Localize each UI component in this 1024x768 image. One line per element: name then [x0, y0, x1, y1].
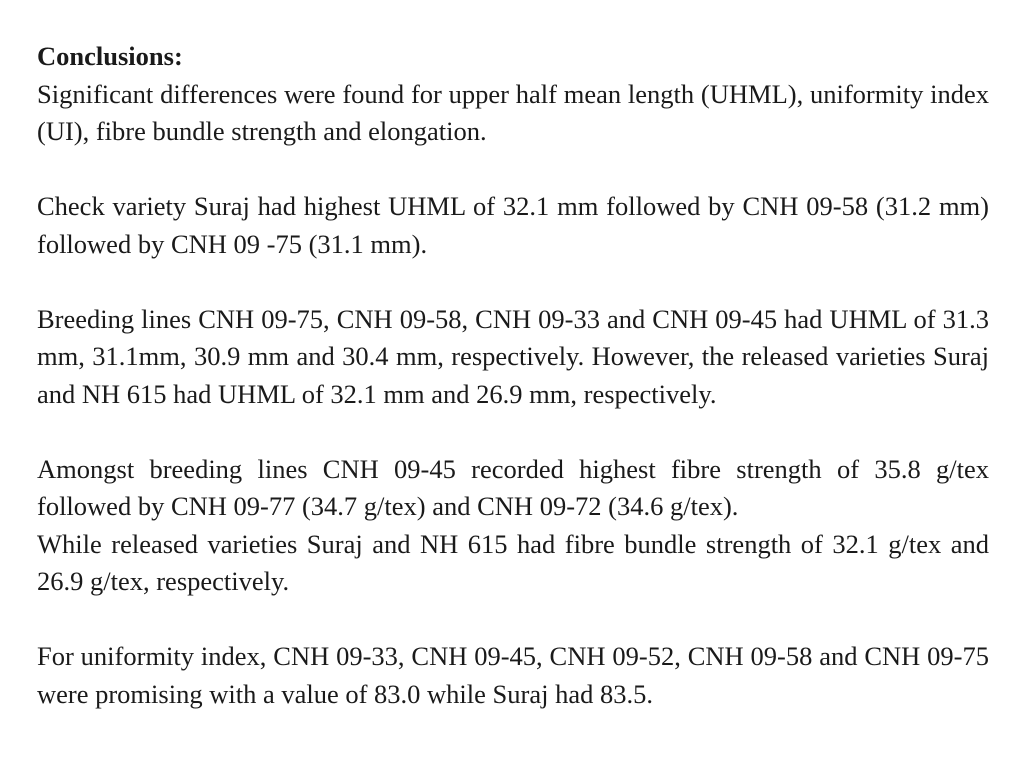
paragraph-spacer [37, 263, 989, 301]
conclusion-paragraph-1: Significant differences were found for upper half mean length (UHML), uniformity index (UI), fibre bundle strength and elongation. [37, 78, 989, 146]
slide-content [37, 38, 989, 713]
conclusions-heading: Conclusions: [37, 41, 183, 71]
paragraph-spacer [37, 151, 989, 189]
conclusion-paragraph-3: Breeding lines CNH 09-75, CNH 09-58, CNH 09-33 and CNH 09-45 had UHML of 31.3 mm, 31.1mm, 30.9 mm and 30.4 mm, respectively. However, the released varieties Suraj and NH 615 had UHML of 32.1 mm and 26.9 mm, respectively. [37, 303, 989, 409]
paragraph-spacer [37, 413, 989, 451]
conclusion-paragraph-4: Amongst breeding lines CNH 09-45 recorded highest fibre strength of 35.8 g/tex followed by CNH 09-77 (34.7 g/tex) and CNH 09-72 (34.6 g/tex). [37, 453, 989, 521]
conclusion-paragraph-6: For uniformity index, CNH 09-33, CNH 09-45, CNH 09-52, CNH 09-58 and CNH 09-75 were promising with a value of 83.0 while Suraj had 83.5. [37, 641, 989, 709]
conclusion-paragraph-5: While released varieties Suraj and NH 615 had fibre bundle strength of 32.1 g/tex and 26.9 g/tex, respectively. [37, 528, 989, 596]
paragraph-spacer [37, 601, 989, 639]
conclusion-paragraph-2: Check variety Suraj had highest UHML of 32.1 mm followed by CNH 09-58 (31.2 mm) followed by CNH 09 -75 (31.1 mm). [37, 191, 989, 259]
